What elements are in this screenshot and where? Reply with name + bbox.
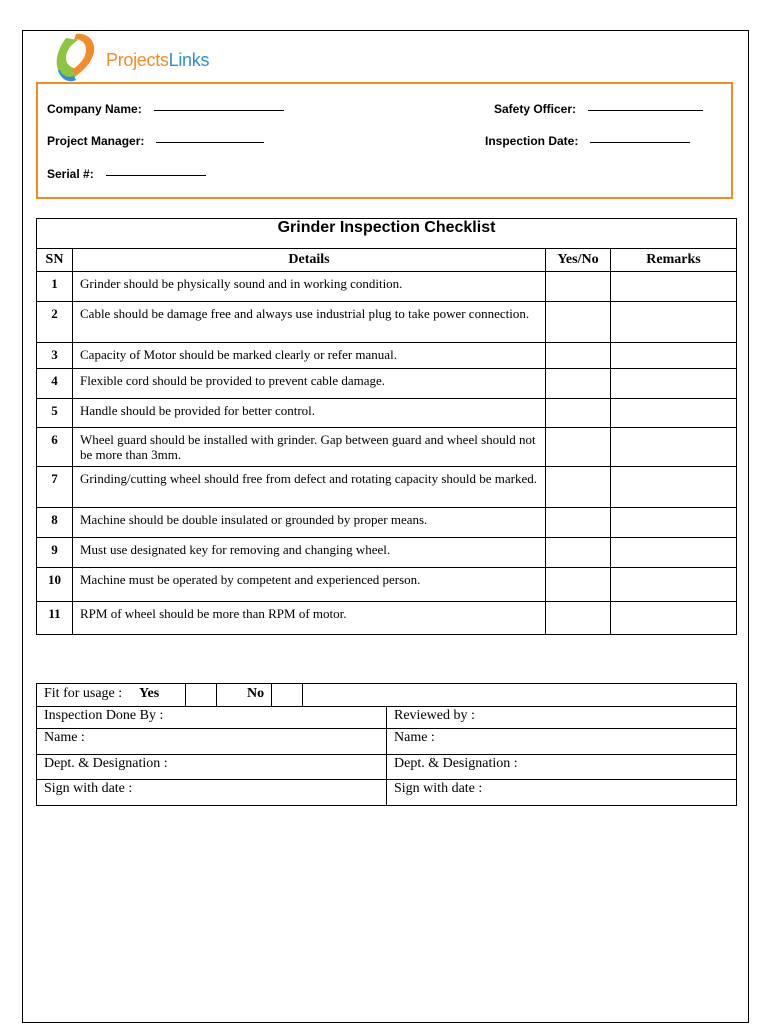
row-sn: 10: [37, 568, 73, 602]
row-details: Must use designated key for removing and changing wheel.: [73, 538, 546, 568]
table-row: [37, 302, 737, 343]
inspection-date-line[interactable]: [590, 141, 690, 143]
row-details: Cable should be damage free and always use industrial plug to take power connection.: [73, 302, 546, 343]
fit-for-usage-row: [37, 684, 737, 707]
yes-no-cell[interactable]: [546, 302, 611, 343]
inspection-checklist-table: [36, 218, 737, 635]
safety-officer-label: Safety Officer:: [494, 102, 577, 116]
inspection-done-by-label: Inspection Done By :: [37, 707, 387, 729]
row-details: Grinding/cutting wheel should free from defect and rotating capacity should be marked.: [73, 467, 546, 508]
company-name-line[interactable]: [154, 109, 284, 111]
table-row: [37, 467, 737, 508]
fit-no-checkbox[interactable]: [271, 684, 303, 706]
row-details: Flexible cord should be provided to prevent cable damage.: [73, 369, 546, 399]
reviewer-name-field[interactable]: Name :: [387, 729, 737, 755]
row-sn: 6: [37, 428, 73, 467]
remarks-cell[interactable]: [611, 568, 737, 602]
safety-officer-field[interactable]: [494, 102, 703, 116]
reviewer-dept-field[interactable]: Dept. & Designation :: [387, 755, 737, 780]
fit-yes-label: Yes: [139, 686, 160, 701]
safety-officer-line[interactable]: [588, 109, 703, 111]
yes-no-cell[interactable]: [546, 399, 611, 428]
logo-text-projects: Projects: [106, 50, 169, 70]
remarks-cell[interactable]: [611, 602, 737, 635]
checklist-title: Grinder Inspection Checklist: [37, 219, 737, 249]
signoff-table: [36, 683, 737, 806]
inspector-dept-field[interactable]: Dept. & Designation :: [37, 755, 387, 780]
yes-no-cell[interactable]: [546, 538, 611, 568]
table-row: [37, 343, 737, 369]
serial-line[interactable]: [106, 174, 206, 176]
yes-no-cell[interactable]: [546, 343, 611, 369]
remarks-cell[interactable]: [611, 467, 737, 508]
row-sn: 3: [37, 343, 73, 369]
inspector-sign-field[interactable]: Sign with date :: [37, 780, 387, 806]
table-row: [37, 568, 737, 602]
inspector-name-field[interactable]: Name :: [37, 729, 387, 755]
row-details: Machine must be operated by competent and experienced person.: [73, 568, 546, 602]
yes-no-cell[interactable]: [546, 508, 611, 538]
table-row: [37, 428, 737, 467]
row-sn: 4: [37, 369, 73, 399]
serial-field[interactable]: [47, 167, 206, 181]
header-info-box: [36, 82, 733, 199]
remarks-cell[interactable]: [611, 508, 737, 538]
row-details: Machine should be double insulated or grounded by proper means.: [73, 508, 546, 538]
row-sn: 2: [37, 302, 73, 343]
company-name-label: Company Name:: [47, 102, 142, 116]
logo-wordmark: [106, 50, 209, 71]
remarks-cell[interactable]: [611, 272, 737, 302]
fit-no-label: No: [247, 686, 265, 701]
table-row: [37, 602, 737, 635]
row-sn: 5: [37, 399, 73, 428]
project-manager-label: Project Manager:: [47, 134, 145, 148]
project-manager-field[interactable]: [47, 134, 264, 148]
yes-no-cell[interactable]: [546, 272, 611, 302]
yes-no-cell[interactable]: [546, 467, 611, 508]
column-header-sn: SN: [37, 249, 73, 272]
project-manager-line[interactable]: [156, 141, 264, 143]
yes-no-cell[interactable]: [546, 428, 611, 467]
remarks-cell[interactable]: [611, 428, 737, 467]
table-row: [37, 508, 737, 538]
row-sn: 8: [37, 508, 73, 538]
row-details: Grinder should be physically sound and in working condition.: [73, 272, 546, 302]
remarks-cell[interactable]: [611, 538, 737, 568]
reviewed-by-label: Reviewed by :: [387, 707, 737, 729]
remarks-cell[interactable]: [611, 302, 737, 343]
table-row: [37, 538, 737, 568]
yes-no-cell[interactable]: [546, 568, 611, 602]
row-sn: 11: [37, 602, 73, 635]
row-sn: 9: [37, 538, 73, 568]
remarks-cell[interactable]: [611, 343, 737, 369]
company-name-field[interactable]: [47, 102, 284, 116]
table-row: [37, 369, 737, 399]
inspection-date-field[interactable]: [485, 134, 690, 148]
fit-yes-checkbox[interactable]: [185, 684, 217, 706]
yes-no-cell[interactable]: [546, 602, 611, 635]
row-sn: 7: [37, 467, 73, 508]
fit-for-usage-label: Fit for usage :: [44, 686, 123, 701]
row-details: Capacity of Motor should be marked clearly or refer manual.: [73, 343, 546, 369]
row-details: Handle should be provided for better control.: [73, 399, 546, 428]
row-details: RPM of wheel should be more than RPM of motor.: [73, 602, 546, 635]
reviewer-sign-field[interactable]: Sign with date :: [387, 780, 737, 806]
column-header-remarks: Remarks: [611, 249, 737, 272]
row-details: Wheel guard should be installed with grinder. Gap between guard and wheel should not be more than 3mm.: [73, 428, 546, 467]
table-row: [37, 399, 737, 428]
table-row: [37, 272, 737, 302]
logo-text-links: Links: [168, 50, 210, 70]
remarks-cell[interactable]: [611, 399, 737, 428]
column-header-details: Details: [73, 249, 546, 272]
remarks-cell[interactable]: [611, 369, 737, 399]
inspection-date-label: Inspection Date:: [485, 134, 579, 148]
yes-no-cell[interactable]: [546, 369, 611, 399]
row-sn: 1: [37, 272, 73, 302]
column-header-yesno: Yes/No: [546, 249, 611, 272]
serial-label: Serial #:: [47, 167, 94, 181]
